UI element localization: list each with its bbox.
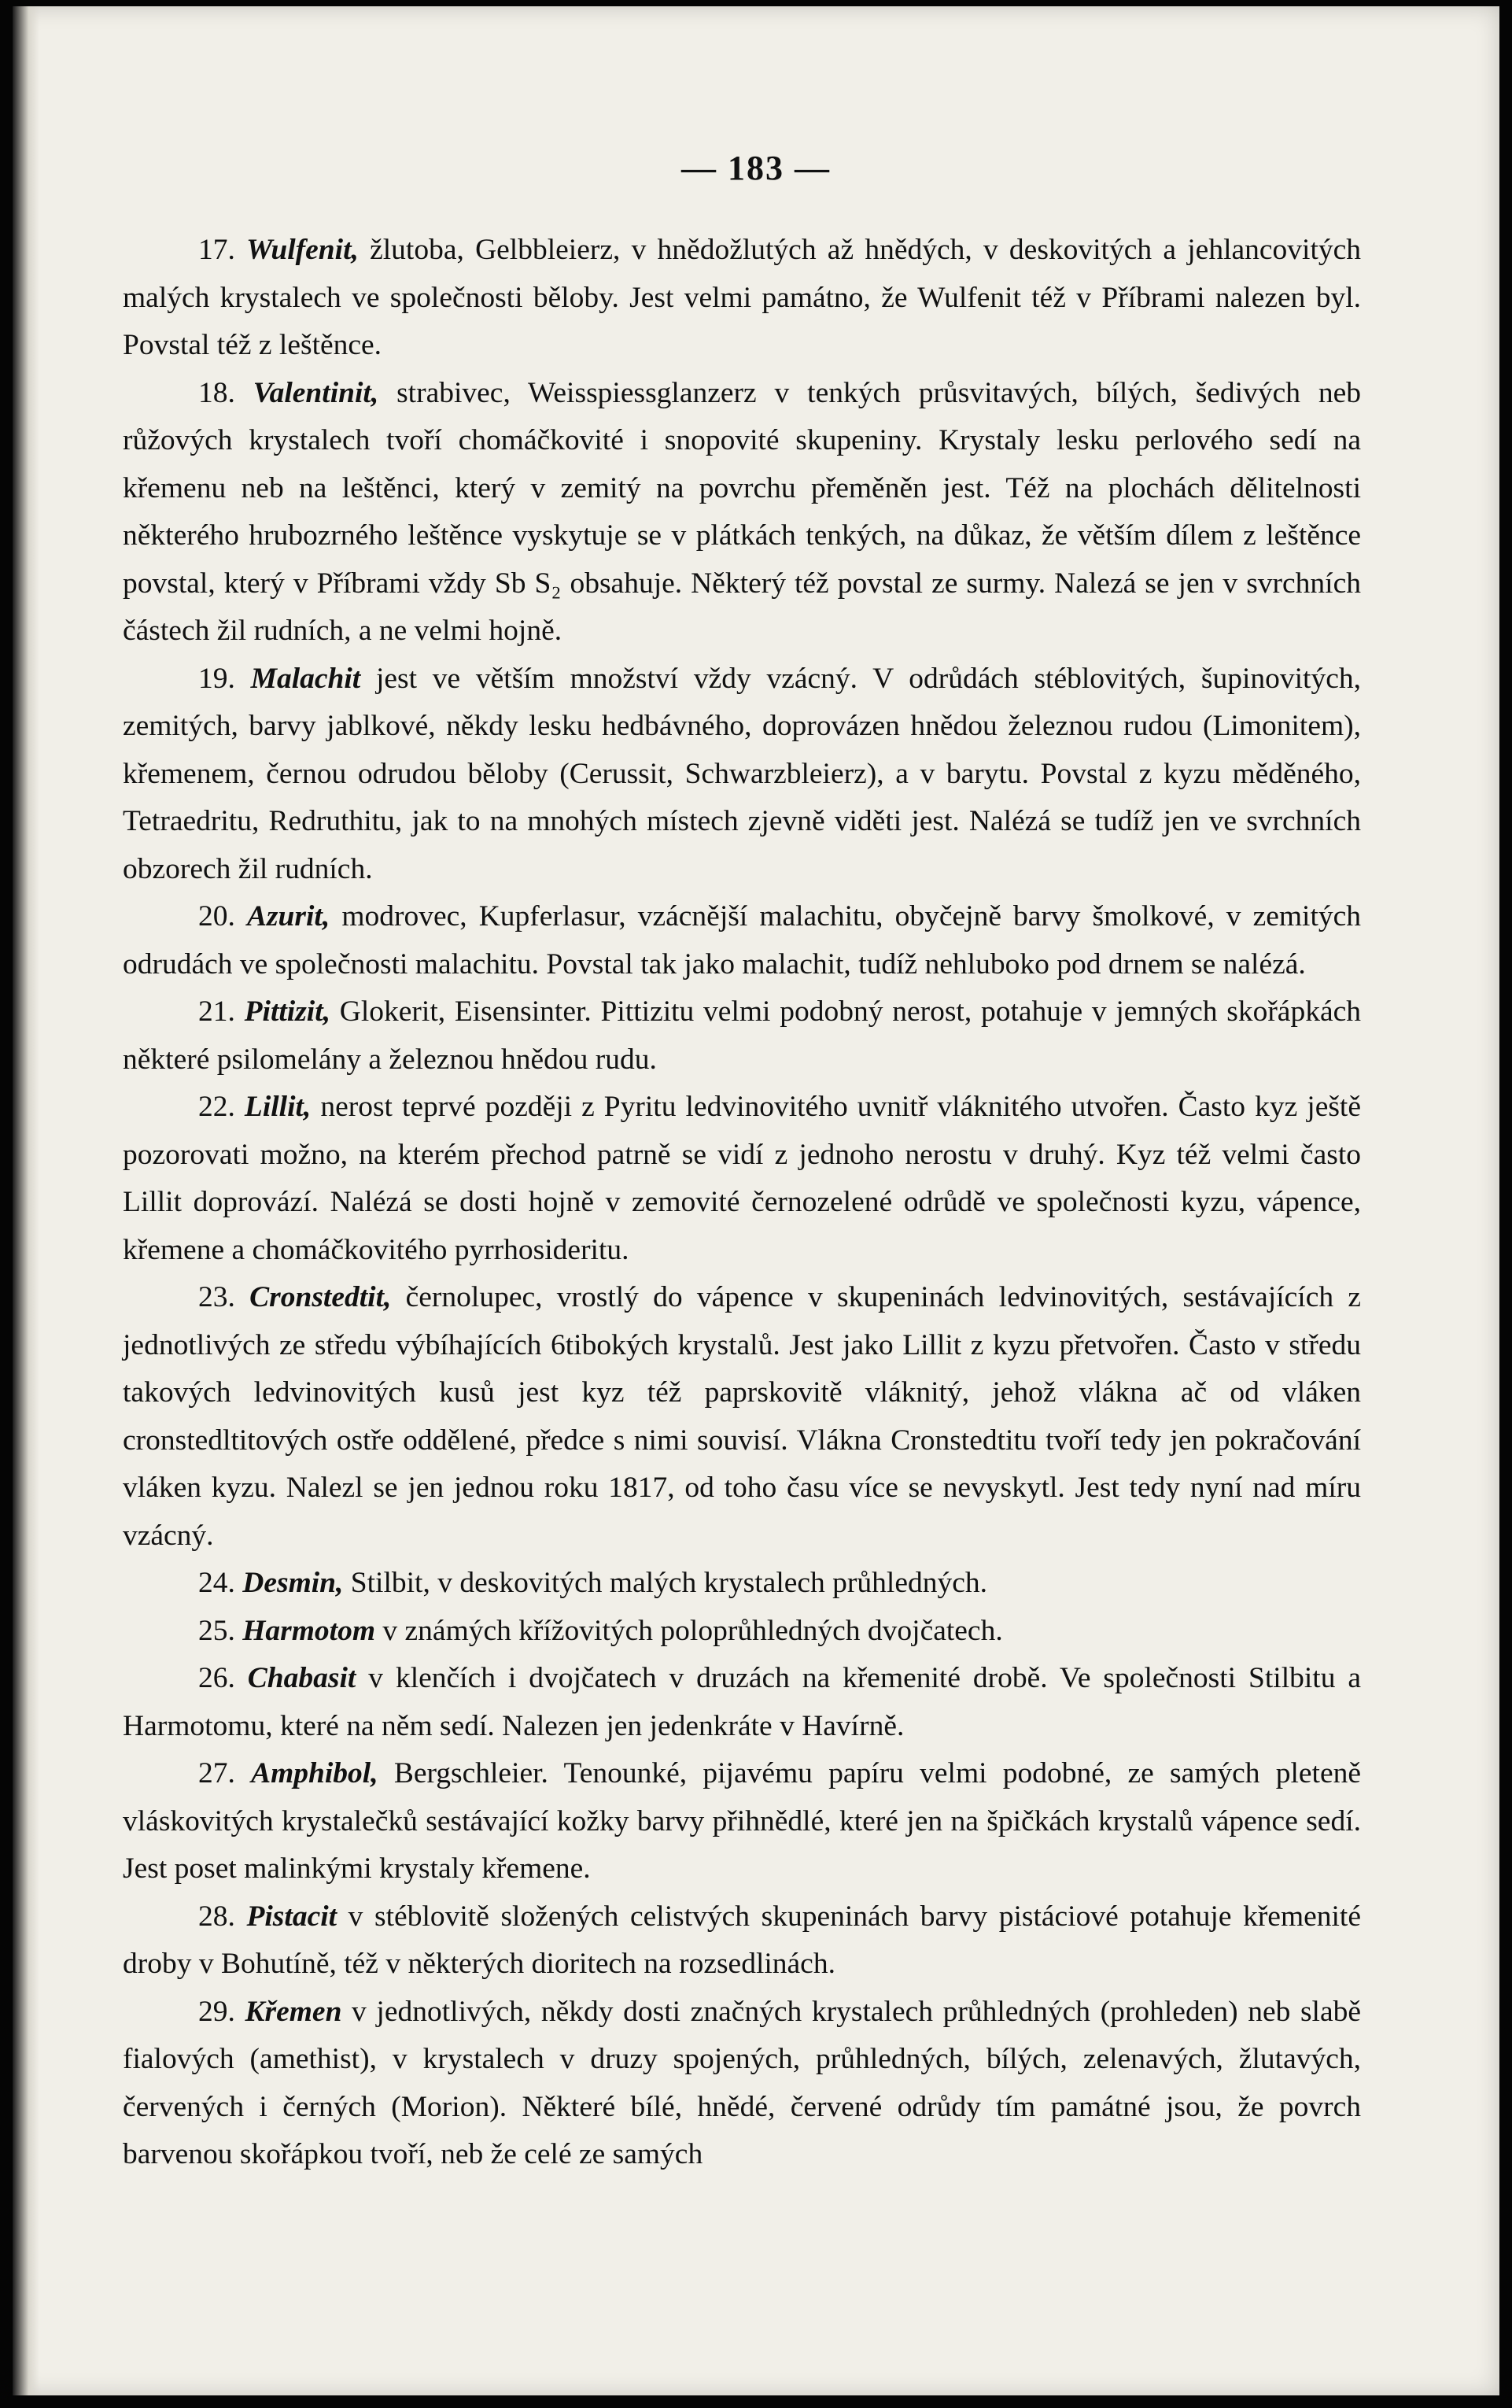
page-number: — 183 — — [681, 149, 831, 187]
entry-text: strabivec, Weisspiessglanzerz v tenkých průsvitavých, bílých, šedivých neb růžových krystalech tvoří chomáčkovité i snopovité skupeniny. Krystaly lesku perlového sedí na křemenu neb na leštěnci, který v zemitý na povrchu přeměněn jest. Též na plochách dělitelnosti některého hrubozrného leštěnce vyskytuje se v plátkách tenkých, na důkaz, že větším dílem z leštěnce povstal, který v Příbrami vždy Sb S₂ obsahuje. Některý též povstal ze surmy. Nalezá se jen v svrchních částech žil rudních, a ne velmi hojně. — [123, 376, 1362, 647]
mineral-name: Lillit, — [244, 1091, 312, 1123]
entry-text: černolupec, vrostlý do vápence v skupeninách ledvinovitých, sestávajících z jednotlivých ze středu výbíhajících 6tibokých krystalů. Jest jako Lillit z kyzu přetvořen. Často v středu takových ledvinovitých kusů jest kyz též paprskovitě vláknitý, jehož vlákna ač od vláken cronstedltitových ostře oddělené, předce s nimi souvisí. Vlákna Cronstedtitu tvoří tedy jen pokračování vláken kyzu. Nalezl se jen jednou roku 1817, od toho času více se nevyskytl. Jest tedy nyní nad míru vzácný. — [123, 1281, 1361, 1552]
paragraph-22 — [123, 1084, 1361, 1274]
entry-text: v stéblovitě složených celistvých skupeninách barvy pistáciové potahuje křemenité droby v Bohutíně, též v některých dioritech na rozsedlinách. — [123, 1900, 1361, 1980]
entry-text: Bergschleier. Tenounké, pijavému papíru velmi podobné, ze samých pleteně vláskovitých krystalečků sestávající kožky barvy přihnědlé, které jen na špičkách krystalů vápence sedí. Jest poset malinkými krystaly křemene. — [123, 1757, 1362, 1885]
mineral-name: Chabasit — [247, 1662, 356, 1694]
entry-text: v klenčích i dvojčatech v druzách na křemenité drobě. Ve společnosti Stilbitu a Harmotomu, které na něm sedí. Nalezen jen jedenkráte v Havírně. — [123, 1662, 1362, 1742]
mineral-name: Pistacit — [246, 1900, 337, 1933]
entry-number: 17. — [198, 234, 235, 266]
entry-text: v jednotlivých, někdy dosti značných krystalech průhledných (prohleden) neb slabě fialových (amethist), v krystalech v druzy spojených, průhledných, bílých, zelenavých, žlutavých, červených i černých (Morion). Některé bílé, hnědé, červené odrůdy tím památné jsou, že povrch barvenou skořápkou tvoří, neb že celé ze samých — [123, 1995, 1362, 2170]
entry-number: 21. — [198, 995, 235, 1028]
body-text — [123, 227, 1361, 2179]
entry-text: v známých křížovitých poloprůhledných dvojčatech. — [382, 1614, 1003, 1647]
mineral-name: Desmin, — [242, 1567, 344, 1599]
entry-number: 25. — [198, 1614, 235, 1647]
entry-text: Glokerit, Eisensinter. Pittizitu velmi podobný nerost, potahuje v jemných skořápkách některé psilomelány a železnou hnědou rudu. — [123, 995, 1361, 1076]
paragraph-17 — [123, 227, 1361, 370]
entry-number: 23. — [198, 1281, 235, 1313]
mineral-name: Azurit, — [246, 900, 330, 933]
paragraph-29 — [123, 1989, 1361, 2179]
entry-number: 18. — [198, 376, 235, 409]
entry-text: modrovec, Kupferlasur, vzácnější malachitu, obyčejně barvy šmolkové, v zemitých odrudách ve společnosti malachitu. Povstal tak jako malachit, tudíž nehluboko pod drnem se nalézá. — [123, 900, 1362, 981]
entry-number: 26. — [198, 1662, 235, 1694]
paragraph-23 — [123, 1274, 1361, 1560]
paragraph-28 — [123, 1893, 1361, 1989]
paragraph-20 — [123, 893, 1361, 988]
mineral-name: Amphibol, — [251, 1757, 378, 1789]
entry-text: žlutoba, Gelbbleierz, v hnědožlutých až hnědých, v deskovitých a jehlancovitých malých krystalech ve společnosti běloby. Jest velmi památno, že Wulfenit též v Příbrami nalezen byl. Povstal též z leštěnce. — [123, 234, 1362, 361]
mineral-name: Pittizit, — [244, 995, 331, 1028]
entry-text: Stilbit, v deskovitých malých krystalech průhledných. — [350, 1567, 987, 1599]
mineral-name: Valentinit, — [253, 376, 379, 409]
page — [13, 6, 1499, 2395]
entry-number: 27. — [198, 1757, 235, 1789]
paragraph-27 — [123, 1750, 1361, 1893]
paragraph-25 — [123, 1608, 1361, 1656]
entry-number: 24. — [198, 1567, 235, 1599]
paragraph-26 — [123, 1655, 1361, 1750]
paragraph-21 — [123, 988, 1361, 1084]
entry-number: 19. — [198, 662, 235, 695]
entry-number: 22. — [198, 1091, 235, 1123]
entry-number: 29. — [198, 1995, 235, 2028]
entry-text: nerost teprvé později z Pyritu ledvinovitého uvnitř vláknitého utvořen. Často kyz ještě pozorovati možno, na kterém přechod patrně se vidí z jednoho nerostu v druhý. Kyz též velmi často Lillit doprovází. Nalézá se dosti hojně v zemovité černozelené odrůdě ve společnosti kyzu, vápence, křemene a chomáčkovitého pyrrhosideritu. — [123, 1091, 1361, 1266]
mineral-name: Harmotom — [242, 1614, 376, 1647]
entry-number: 28. — [198, 1900, 235, 1933]
paragraph-24 — [123, 1560, 1361, 1608]
paragraph-19 — [123, 656, 1361, 894]
paragraph-18 — [123, 370, 1361, 656]
entry-text: jest ve větším množství vždy vzácný. V odrůdách stéblovitých, šupinovitých, zemitých, barvy jablkové, někdy lesku hedbávného, doprovázen hnědou železnou rudou (Limonitem), křemenem, černou odrudou běloby (Cerussit, Schwarzbleierz), a v barytu. Povstal z kyzu měděného, Tetraedritu, Redruthitu, jak to na mnohých místech zjevně viděti jest. Nalézá se tudíž jen ve svrchních obzorech žil rudních. — [123, 662, 1361, 885]
mineral-name: Křemen — [245, 1995, 342, 2028]
mineral-name: Cronstedtit, — [249, 1281, 392, 1313]
mineral-name: Malachit — [250, 662, 361, 695]
entry-number: 20. — [198, 900, 235, 933]
mineral-name: Wulfenit, — [246, 234, 359, 266]
